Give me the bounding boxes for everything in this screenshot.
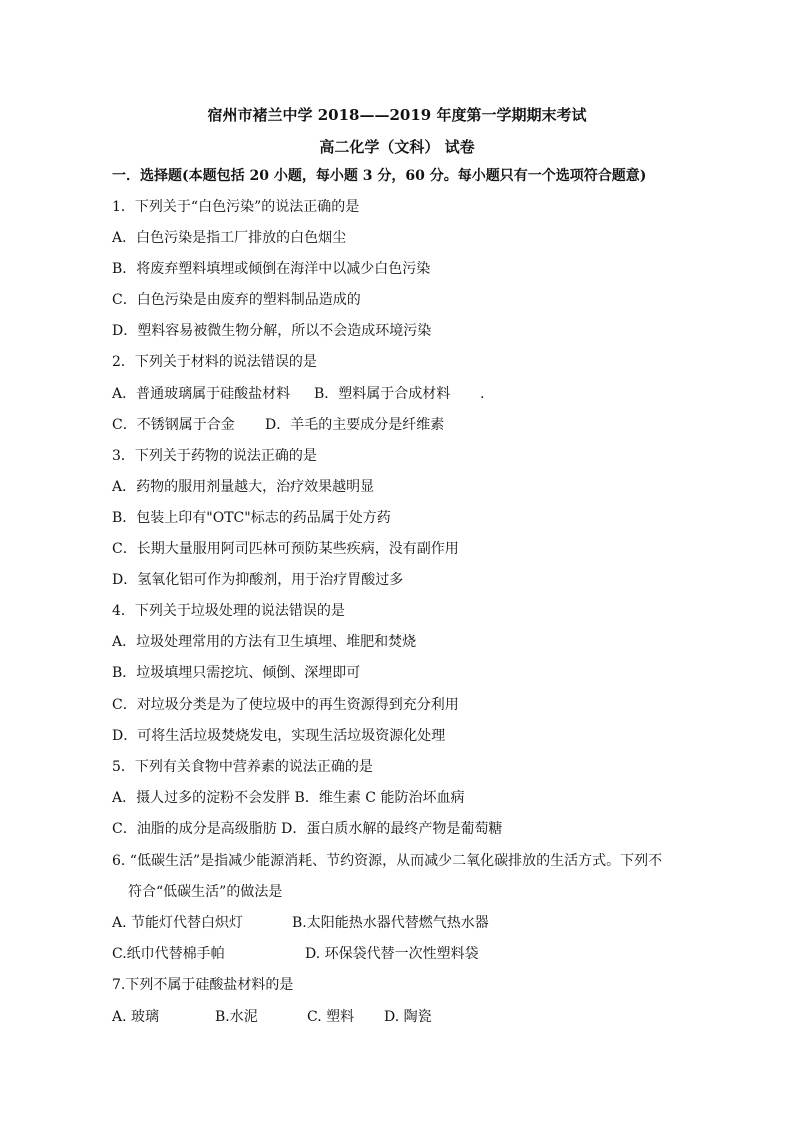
question-1-stem: 1．下列关于“白色污染”的说法正确的是: [112, 199, 360, 215]
question-6-stem: 6. “低碳生活”是指减少能源消耗、节约资源，从而减少二氧化碳排放的生活方式。下列不: [112, 853, 663, 869]
question-6-option-d: D. 环保袋代替一次性塑料袋: [305, 946, 479, 962]
question-5-stem: 5．下列有关食物中营养素的说法正确的是: [112, 759, 373, 775]
question-7-stem: 7.下列不属于硅酸盐材料的是: [112, 977, 294, 993]
question-1-option-b: B．将废弃塑料填埋或倾倒在海洋中以减少白色污染: [112, 261, 431, 277]
question-7-option-a: A. 玻璃: [112, 1009, 160, 1025]
question-3-option-b: B．包装上印有"OTC"标志的药品属于处方药: [112, 510, 391, 526]
question-2-option-b: B．塑料属于合成材料: [314, 386, 451, 402]
question-4-option-c: C．对垃圾分类是为了使垃圾中的再生资源得到充分利用: [112, 697, 459, 713]
question-2-option-d: D．羊毛的主要成分是纤维素: [265, 417, 445, 433]
question-2-option-c: C．不锈钢属于合金: [112, 417, 235, 433]
question-6-option-a: A. 节能灯代替白炽灯: [112, 915, 244, 931]
question-6-option-c: C.纸巾代替棉手帕: [112, 946, 225, 962]
question-6-option-b: B.太阳能热水器代替燃气热水器: [292, 915, 489, 931]
question-2-option-a: A．普通玻璃属于硅酸盐材料: [112, 386, 291, 402]
question-5-options-ab: A．摄人过多的淀粉不会发胖 B．维生素 C 能防治坏血病: [112, 790, 465, 806]
question-3-option-a: A．药物的服用剂量越大，治疗效果越明显: [112, 479, 375, 495]
question-2-stem: 2．下列关于材料的说法错误的是: [112, 354, 317, 370]
question-4-option-d: D．可将生活垃圾焚烧发电，实现生活垃圾资源化处理: [112, 728, 446, 744]
question-1-option-c: C．白色污染是由废弃的塑料制品造成的: [112, 292, 361, 308]
question-6-stem-continued: 符合“低碳生活”的做法是: [128, 884, 283, 900]
question-2-stray-mark: .: [480, 386, 485, 402]
question-4-option-a: A．垃圾处理常用的方法有卫生填埋、堆肥和焚烧: [112, 634, 417, 650]
section-heading: 一．选择题(本题包括 20 小题，每小题 3 分，60 分。每小题只有一个选项符合题意): [112, 168, 647, 184]
question-1-option-a: A．白色污染是指工厂排放的白色烟尘: [112, 230, 347, 246]
question-7-option-b: B.水泥: [215, 1009, 258, 1025]
question-3-option-d: D．氢氧化铝可作为抑酸剂，用于治疗胃酸过多: [112, 572, 404, 588]
question-4-option-b: B．垃圾填埋只需挖坑、倾倒、深埋即可: [112, 665, 361, 681]
exam-subtitle: 高二化学（文科） 试卷: [319, 138, 475, 156]
question-7-option-d: D. 陶瓷: [384, 1009, 432, 1025]
exam-title: 宿州市褚兰中学 2018——2019 年度第一学期期末考试: [207, 106, 587, 124]
question-1-option-d: D．塑料容易被微生物分解，所以不会造成环境污染: [112, 323, 432, 339]
question-5-options-cd: C．油脂的成分是高级脂肪 D．蛋白质水解的最终产物是葡萄糖: [112, 821, 503, 837]
question-3-option-c: C．长期大量服用阿司匹林可预防某些疾病，没有副作用: [112, 541, 459, 557]
question-7-option-c: C. 塑料: [307, 1009, 355, 1025]
question-3-stem: 3．下列关于药物的说法正确的是: [112, 448, 317, 464]
question-4-stem: 4．下列关于垃圾处理的说法错误的是: [112, 603, 345, 619]
